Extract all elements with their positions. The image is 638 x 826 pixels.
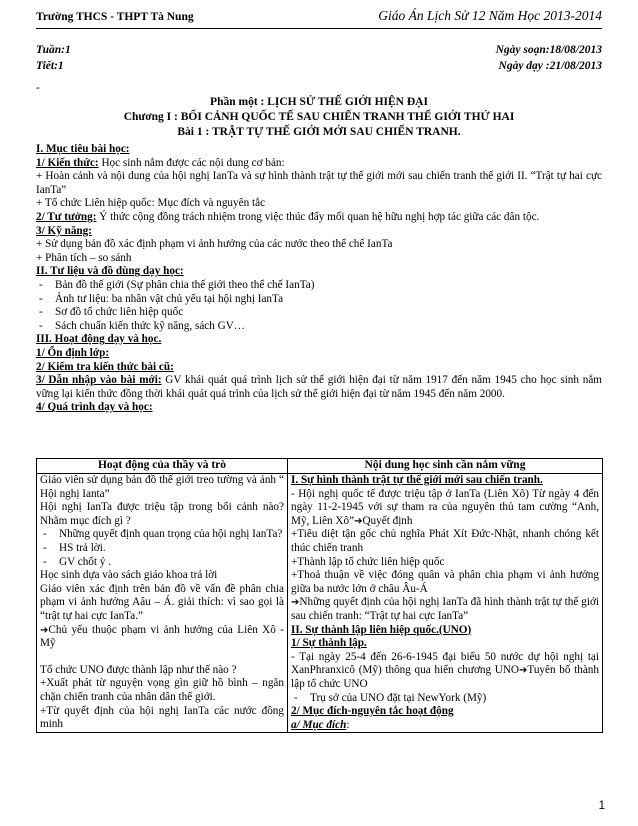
knowledge-item-1: + Hoàn cảnh và nội dung của hội nghị IanTa và sự hình thành trật tự thế giới mới sau chiến tranh thế giới II. “Trật tự hai cực IanTa” [36,170,602,196]
teacher-para: Giáo viên xác định trên bản đồ về vấn đề phân chia phạm vi ảnh hưởng Aâu – Á. giải thích: vì sao gọi là “trật tự hai cực IanTa.” [40,582,284,622]
teacher-para: +Xuất phát từ nguyện vọng gìn giữ hồ bình – ngăn chặn chiến tranh của nhân dân thế giới. [40,677,284,703]
knowledge-item-2: + Tổ chức Liên hiệp quốc: Mục đích và nguyên tắc [36,197,266,210]
objectives-heading: I. Mục tiêu bài học: [36,143,130,155]
page-number: 1 [598,800,605,813]
thinking-line [36,211,602,225]
content-subheading: 2/ Mục đích-nguyên tắc hoạt động [291,705,454,718]
skills-item-2: + Phân tích – so sánh [36,251,132,264]
date-prepared: Ngày soạn:18/08/2013 [495,44,602,56]
lesson-table [36,458,603,733]
teacher-activities-cell [37,474,288,733]
document-title: Giáo Án Lịch Sử 12 Năm Học 2013-2014 [378,8,602,23]
content-para: +Thành lập tổ chức liên hiệp quốc [291,555,445,568]
teacher-para: ➔Chủ yếu thuộc phạm vi ảnh hưởng của Liên Xô - Mỹ [40,623,284,650]
arrow-icon: ➔ [354,515,363,527]
arrow-icon: ➔ [519,665,528,677]
step-1: 1/ Ổn định lớp: [36,346,110,359]
skills-item-1: + Sử dụng bản đồ xác định phạm vi ảnh hưởng của các nước theo thể chế IanTa [36,238,393,251]
materials-item: - Sách chuẩn kiến thức kỹ năng, sách GV… [39,319,245,332]
step-3 [36,374,602,401]
chapter-heading: Chương I : BỐI CẢNH QUỐC TẾ SAU CHIẾN TRANH THẾ GIỚI THỨ HAI [123,111,515,123]
thinking-label: 2/ Tư tưởng: [36,210,97,223]
materials-item: - Ảnh tư liệu: ba nhân vật chủ yếu tại hội nghị IanTa [39,292,284,305]
spacer [40,651,284,664]
col-header-content: Nội dung học sinh cần nắm vững [288,459,603,474]
part-heading: Phần một : LỊCH SỬ THẾ GIỚI HIỆN ĐẠI [210,96,428,108]
dash-marker: - [36,82,40,94]
lesson-heading: Bài 1 : TRẬT TỰ THẾ GIỚI MỚI SAU CHIẾN TRANH. [177,126,461,138]
materials-item: - Bản đồ thế giới (Sự phân chia thế giới theo thể chế IanTa) [39,278,315,291]
content-bullet: - Trụ sở của UNO đặt tại NewYork (Mỹ) [294,691,487,704]
teacher-para: Giáo viên sử dụng bản đồ thế giới treo tường và ảnh “ Hội nghị Ianta” [40,474,284,500]
activities-heading: III. Hoạt động dạy và học. [36,333,162,346]
content-para: ➔Những quyết định của hội nghị IanTa đã hình thành trật tự thế giới sau chiến tranh: “Trật tự hai cực IanTa” [291,596,599,622]
step-2: 2/ Kiểm tra kiến thức bài cũ: [36,360,174,373]
teacher-bullet: - HS trả lời. [43,541,106,554]
knowledge-line [36,157,602,171]
teacher-para: Hội nghị IanTa được triệu tập trong bối cảnh nào? Nhằm mục đích gì ? [40,501,284,527]
content-para: - Tại ngày 25-4 đến 26-6-1945 đại biểu 50 nước dự hội nghị tại XanPhranxicô (Mỹ) thông qua hiến chương UNO➔Tuyên bố thành lập tổ chức UNO [291,650,599,690]
col-header-teacher: Hoạt động của thầy và trò [37,459,288,474]
teacher-para: +Từ quyết định của hội nghị IanTa các nước đồng minh [40,704,284,731]
content-heading: I. Sự hình thành trật tự thế giới mới sau chiến tranh. [291,474,543,486]
step-4: 4/ Quá trình dạy và học: [36,401,153,414]
content-heading: II. Sự thành lập liên hiệp quốc.(UNO) [291,623,472,636]
teacher-bullet: - GV chốt ý . [43,555,111,568]
content-subheading: a/ Mục đích: [291,718,350,731]
meta-row-week [36,44,602,58]
step-3-label: 3/ Dẫn nhập vào bài mới: [36,374,162,387]
materials-item: - Sơ đồ tổ chức liên hiệp quốc [39,306,184,319]
content-subheading: 1/ Sự thành lập. [291,637,367,650]
arrow-icon: ➔ [40,624,49,636]
knowledge-text: Học sinh nắm được các nội dung cơ bản: [98,156,285,169]
teacher-para: Tổ chức UNO được thành lập như thế nào ? [40,663,237,676]
school-name: Trường THCS - THPT Tà Nung [36,11,194,23]
teacher-bullet: - Những quyết định quan trọng của hội nghị IanTa? [43,528,283,541]
teacher-para: Học sinh dựa vào sách giáo khoa trả lời [40,569,218,582]
page-header [36,8,602,29]
knowledge-label: 1/ Kiến thức: [36,156,99,169]
content-para: - Hội nghị quốc tế được triệu tập ở IanTa (Liên Xô) Từ ngày 4 đến ngày 11-2-1945 với sự tham ra của nguyên thủ tam cường “Anh, Mỹ, Liên Xô”➔Quyết định [291,487,599,527]
week-label: Tuần:1 [36,44,71,56]
step-3-text: GV khái quát quá trình lịch sử thế giới hiện đại từ năm 1917 đến năm 1945 cho học sinh nắm vững lại kiến thức đồng thời khái quát quá trình của lịch sử thế giới hiện đại từ năm 1945 đến năm 2000. [36,374,602,400]
content-para: +Thoả thuận về việc đóng quân và phân chia phạm vi ảnh hưởng giữa ba nước lớn ở châu Âu-Á [291,569,599,595]
lesson-body [36,143,602,415]
content-para: +Tiêu diệt tận gốc chủ nghĩa Phát Xít Đức-Nhật, nhanh chóng kết thúc chiến tranh [291,528,599,554]
thinking-text: Ý thức cộng đồng trách nhiệm trong việc thúc đẩy mối quan hệ hữu nghị hợp tác giữa các dân tộc. [96,210,540,223]
arrow-icon: ➔ [291,597,300,609]
materials-heading: II. Tư liệu và đồ dùng dạy học: [36,265,184,278]
content-cell [288,474,603,733]
period-label: Tiết:1 [36,60,64,72]
skills-label: 3/ Kỹ năng: [36,224,92,237]
date-taught: Ngày dạy :21/08/2013 [498,60,602,72]
meta-row-period [36,60,602,74]
